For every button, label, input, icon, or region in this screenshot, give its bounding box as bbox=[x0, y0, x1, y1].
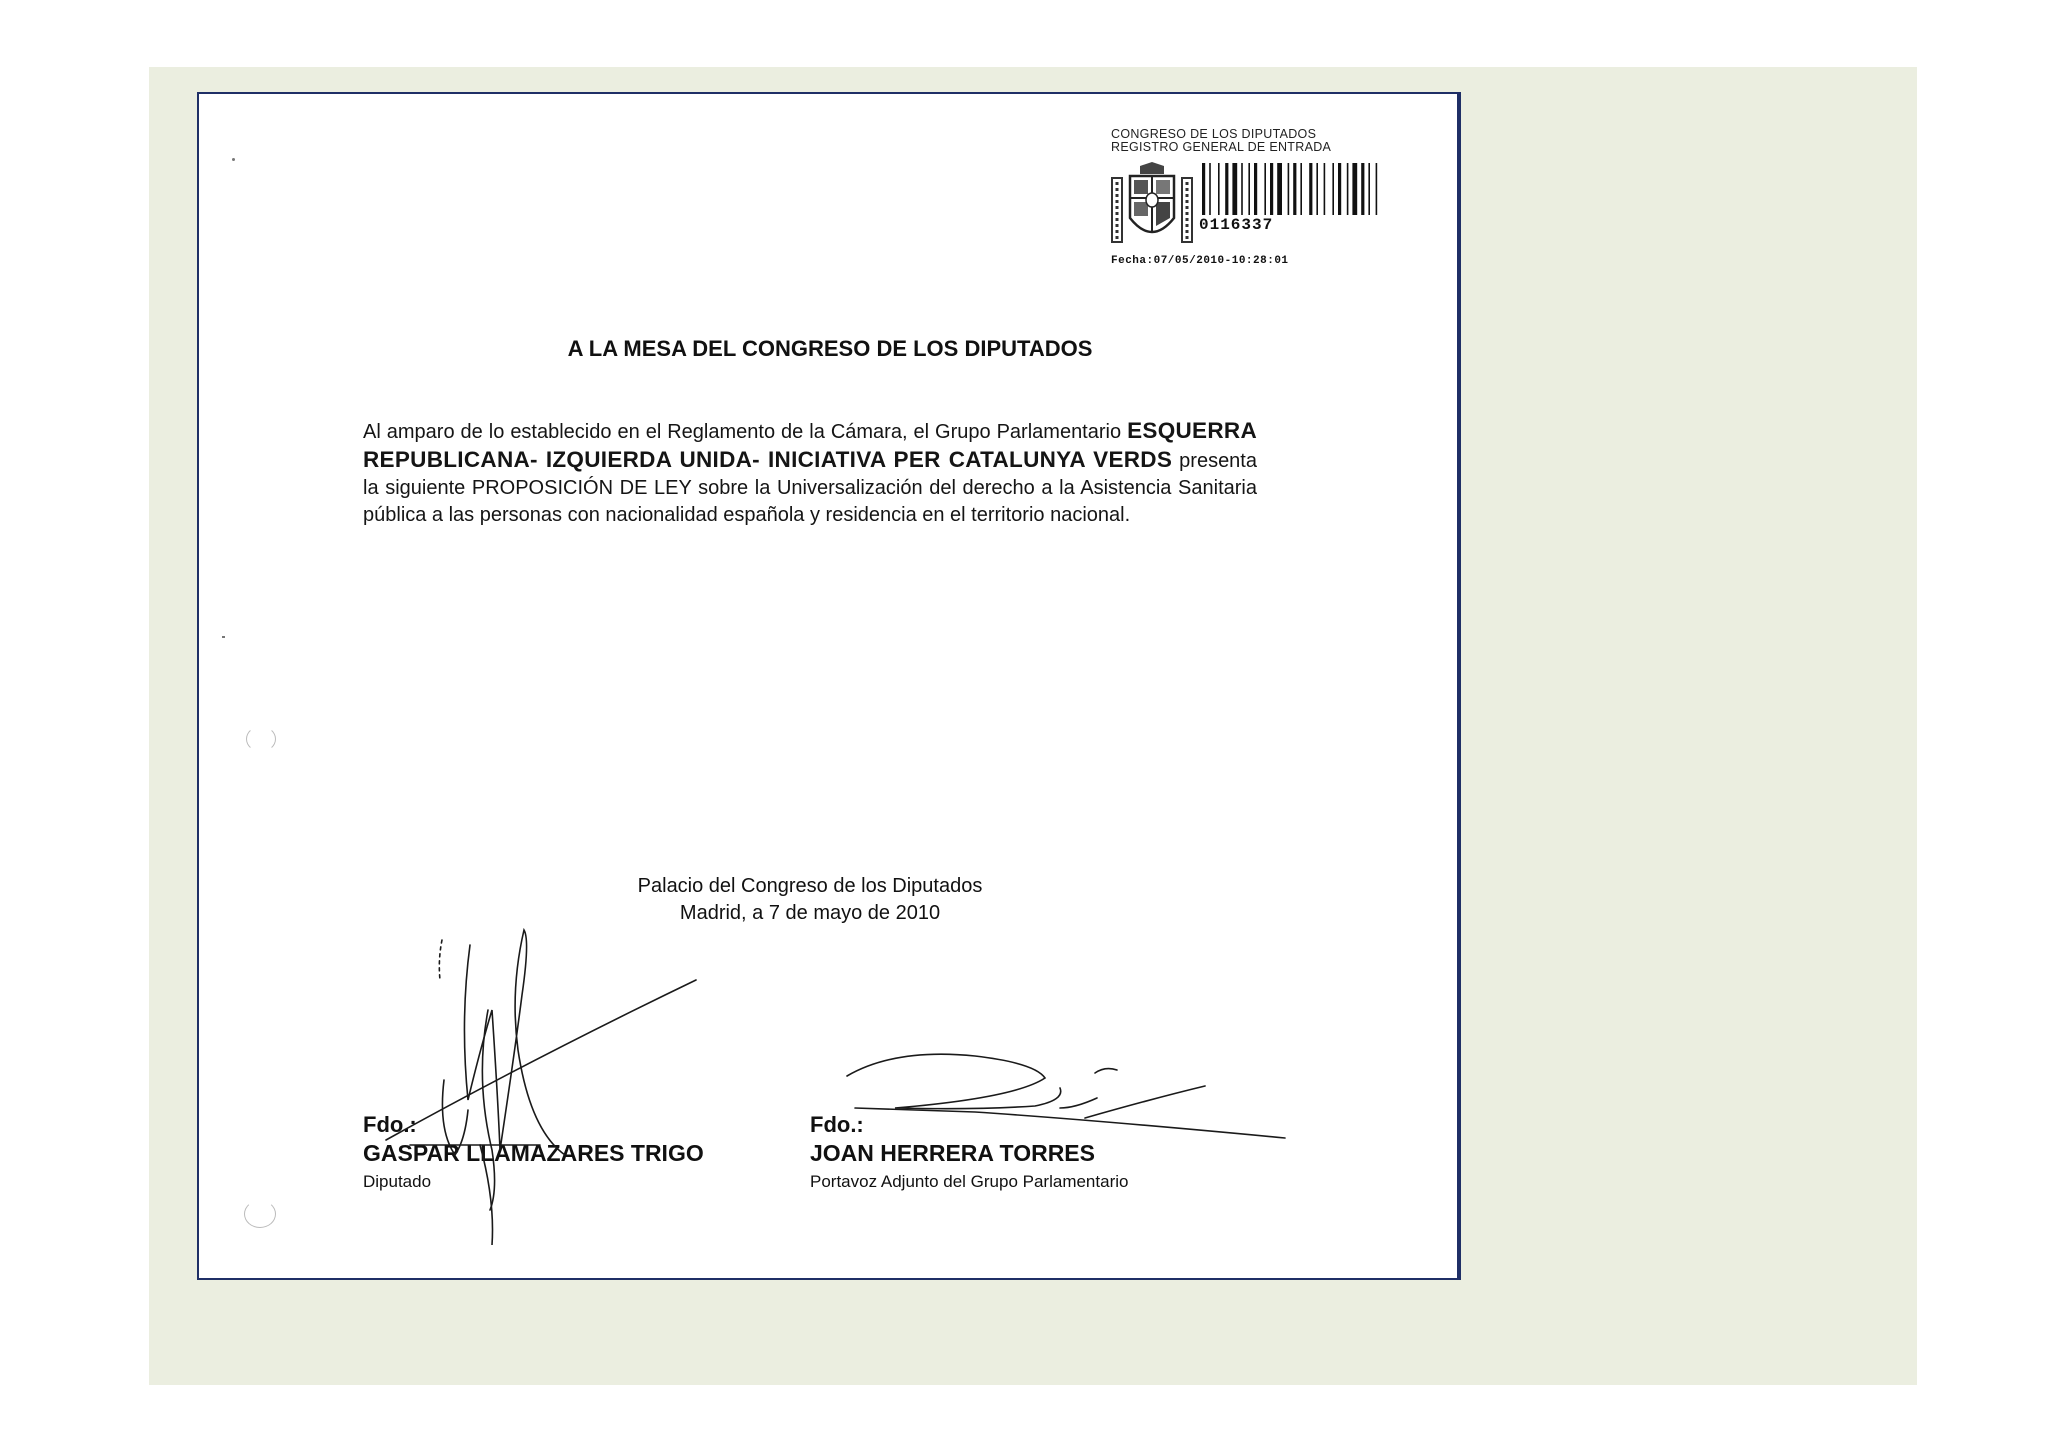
registry-number: 0116337 bbox=[1199, 216, 1274, 234]
barcode bbox=[1200, 163, 1390, 215]
signatory-1-name: GASPAR LLAMAZARES TRIGO bbox=[363, 1140, 704, 1166]
stamp-line-1: CONGRESO DE LOS DIPUTADOS bbox=[1111, 127, 1317, 141]
body-group-name: ESQUERRA REPUBLICANA- IZQUIERDA UNIDA- INICIATIVA PER CATALUNYA VERDS bbox=[363, 418, 1257, 472]
signature-1 bbox=[380, 900, 710, 1245]
body-intro: Al amparo de lo establecido en el Reglamento de la Cámara, el Grupo Parlamentario bbox=[363, 421, 1122, 443]
body-proposal: presenta la siguiente PROPOSICIÓN DE LEY sobre la Universalización del derecho a la Asistencia Sanitaria pública a las personas con nacionalidad española y residencia en el territorio nacional. bbox=[363, 450, 1257, 526]
stamp-line-2: REGISTRO GENERAL DE ENTRADA bbox=[1111, 140, 1332, 154]
place-line: Palacio del Congreso de los Diputados bbox=[637, 875, 983, 897]
signatory-1-role: Diputado bbox=[363, 1172, 432, 1191]
signatory-1-fdo: Fdo.: bbox=[363, 1112, 417, 1137]
registry-date: Fecha:07/05/2010-10:28:01 bbox=[1111, 255, 1289, 267]
signatory-2-name: JOAN HERRERA TORRES bbox=[810, 1140, 1095, 1166]
signatory-2-role: Portavoz Adjunto del Grupo Parlamentario bbox=[810, 1172, 1129, 1191]
document-body bbox=[363, 417, 1257, 529]
document-title: A LA MESA DEL CONGRESO DE LOS DIPUTADOS bbox=[567, 336, 1093, 361]
signature-2 bbox=[835, 1038, 1295, 1148]
signatory-2-fdo: Fdo.: bbox=[810, 1112, 864, 1137]
date-line: Madrid, a 7 de mayo de 2010 bbox=[679, 902, 941, 924]
coat-of-arms-icon bbox=[1110, 160, 1194, 248]
